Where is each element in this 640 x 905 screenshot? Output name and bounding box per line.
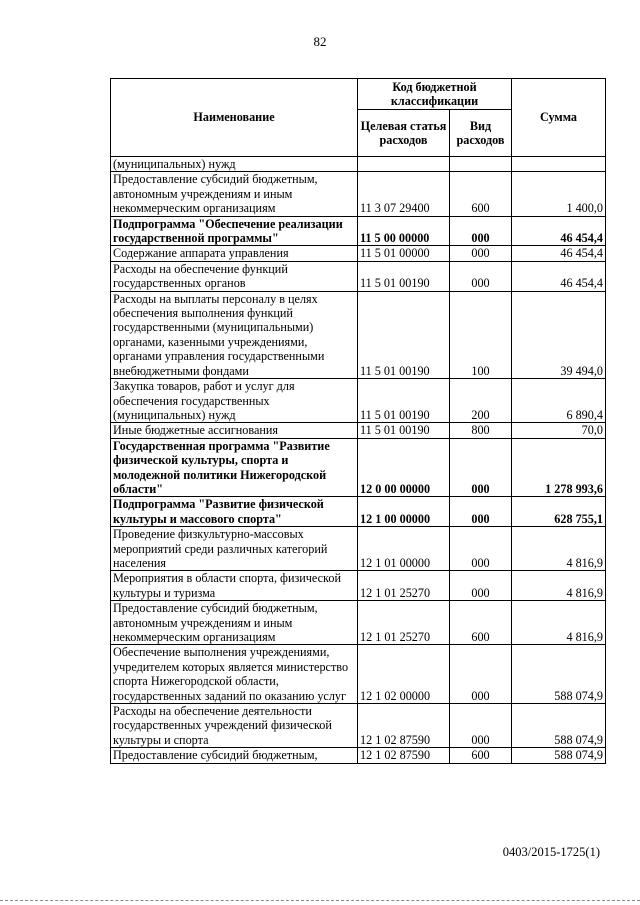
row-expense-type: 800	[450, 423, 512, 438]
table-row	[111, 497, 606, 527]
table-row	[111, 261, 606, 291]
row-expense-type: 000	[450, 438, 512, 497]
table-row	[111, 601, 606, 645]
row-target-code: 11 5 00 00000	[358, 216, 450, 246]
row-expense-type: 600	[450, 601, 512, 645]
row-amount: 1 278 993,6	[512, 438, 606, 497]
table-header	[111, 79, 606, 157]
row-name: Расходы на выплаты персоналу в целях обеспечения выполнения функций государственными (муниципальными) органами, казенными учреждениями, органами управления государственными внебюджетными фондами	[111, 291, 358, 378]
row-target-code: 12 1 01 25270	[358, 601, 450, 645]
header-amount: Сумма	[512, 79, 606, 157]
row-name: Мероприятия в области спорта, физической культуры и туризма	[111, 571, 358, 601]
page-number: 82	[313, 34, 327, 49]
table-row	[111, 246, 606, 261]
row-name: Подпрограмма "Развитие физической культуры и массового спорта"	[111, 497, 358, 527]
table-row	[111, 571, 606, 601]
row-amount: 46 454,4	[512, 261, 606, 291]
row-amount: 588 074,9	[512, 748, 606, 763]
table-row	[111, 423, 606, 438]
row-amount: 588 074,9	[512, 645, 606, 704]
row-amount: 4 816,9	[512, 571, 606, 601]
row-amount: 46 454,4	[512, 246, 606, 261]
row-name: Предоставление субсидий бюджетным,	[111, 748, 358, 763]
row-target-code: 12 1 00 00000	[358, 497, 450, 527]
budget-table	[110, 78, 606, 764]
row-expense-type: 600	[450, 748, 512, 763]
row-amount: 6 890,4	[512, 379, 606, 423]
row-target-code: 12 1 02 87590	[358, 748, 450, 763]
table-row	[111, 748, 606, 763]
row-amount: 70,0	[512, 423, 606, 438]
row-amount: 39 494,0	[512, 291, 606, 378]
row-amount: 628 755,1	[512, 497, 606, 527]
header-type: Вид расходов	[450, 110, 512, 157]
row-target-code: 11 3 07 29400	[358, 172, 450, 216]
row-target-code: 12 1 01 25270	[358, 571, 450, 601]
row-expense-type: 000	[450, 527, 512, 571]
table-row	[111, 216, 606, 246]
row-expense-type: 000	[450, 246, 512, 261]
row-name: Государственная программа "Развитие физической культуры, спорта и молодежной политики Нижегородской области"	[111, 438, 358, 497]
table-row	[111, 704, 606, 748]
row-name: Расходы на обеспечение функций государственных органов	[111, 261, 358, 291]
row-name: Обеспечение выполнения учреждениями, учредителем которых является министерство спорта Нижегородской области, государственных заданий по оказанию услуг	[111, 645, 358, 704]
row-expense-type: 000	[450, 261, 512, 291]
row-expense-type	[450, 157, 512, 172]
header-target: Целевая статья расходов	[358, 110, 450, 157]
row-amount: 4 816,9	[512, 601, 606, 645]
row-name: Содержание аппарата управления	[111, 246, 358, 261]
row-amount: 588 074,9	[512, 704, 606, 748]
row-target-code: 11 5 01 00190	[358, 291, 450, 378]
row-expense-type: 600	[450, 172, 512, 216]
row-name: Иные бюджетные ассигнования	[111, 423, 358, 438]
table-row	[111, 438, 606, 497]
row-target-code: 12 0 00 00000	[358, 438, 450, 497]
row-name: Предоставление субсидий бюджетным, автономным учреждениям и иным некоммерческим организациям	[111, 601, 358, 645]
row-target-code: 11 5 01 00190	[358, 379, 450, 423]
header-code-group: Код бюджетной классификации	[358, 79, 512, 110]
table-row	[111, 379, 606, 423]
row-name: Закупка товаров, работ и услуг для обеспечения государственных (муниципальных) нужд	[111, 379, 358, 423]
document-number: 0403/2015-1725(1)	[502, 845, 600, 859]
row-target-code: 12 1 02 00000	[358, 645, 450, 704]
row-target-code: 12 1 01 00000	[358, 527, 450, 571]
header-name: Наименование	[111, 79, 358, 157]
row-expense-type: 000	[450, 704, 512, 748]
row-expense-type: 100	[450, 291, 512, 378]
row-amount	[512, 157, 606, 172]
row-target-code: 12 1 02 87590	[358, 704, 450, 748]
row-name: Подпрограмма "Обеспечение реализации государственной программы"	[111, 216, 358, 246]
row-name: Предоставление субсидий бюджетным, автономным учреждениям и иным некоммерческим организациям	[111, 172, 358, 216]
row-expense-type: 000	[450, 645, 512, 704]
row-name: (муниципальных) нужд	[111, 157, 358, 172]
row-name: Проведение физкультурно-массовых мероприятий среди различных категорий населения	[111, 527, 358, 571]
bottom-divider	[0, 900, 640, 902]
row-amount: 1 400,0	[512, 172, 606, 216]
row-name: Расходы на обеспечение деятельности государственных учреждений физической культуры и спорта	[111, 704, 358, 748]
row-target-code: 11 5 01 00000	[358, 246, 450, 261]
table-row	[111, 527, 606, 571]
row-expense-type: 000	[450, 216, 512, 246]
row-target-code: 11 5 01 00190	[358, 261, 450, 291]
table-body	[111, 157, 606, 764]
table-row	[111, 291, 606, 378]
table-row	[111, 172, 606, 216]
table-row	[111, 645, 606, 704]
row-expense-type: 000	[450, 571, 512, 601]
row-expense-type: 200	[450, 379, 512, 423]
row-target-code: 11 5 01 00190	[358, 423, 450, 438]
row-amount: 46 454,4	[512, 216, 606, 246]
row-target-code	[358, 157, 450, 172]
table-row	[111, 157, 606, 172]
row-expense-type: 000	[450, 497, 512, 527]
row-amount: 4 816,9	[512, 527, 606, 571]
